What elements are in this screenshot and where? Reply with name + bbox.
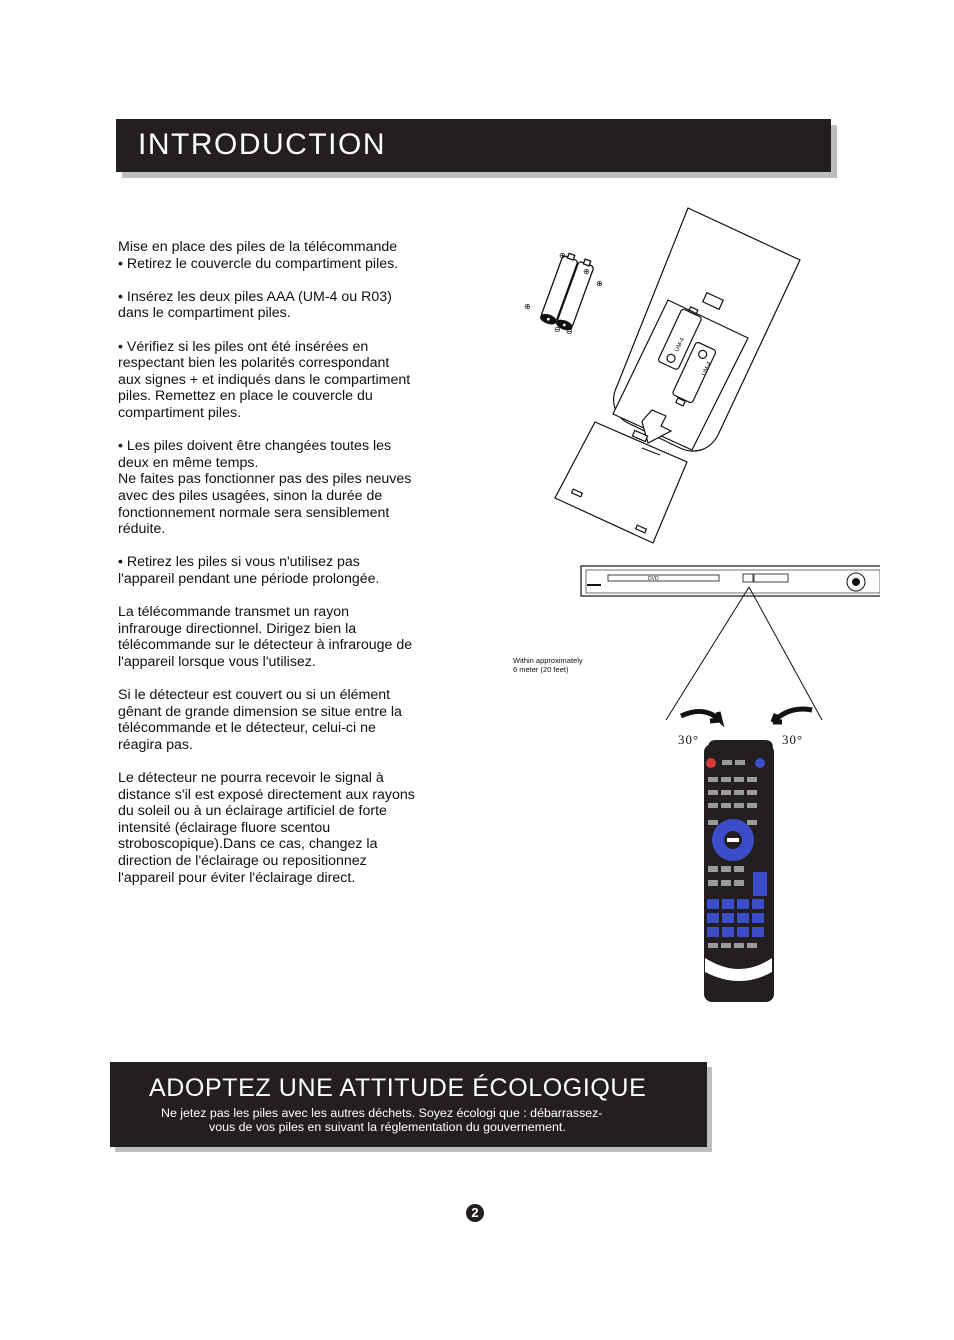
text-line: fonctionnement normale sera sensiblement	[118, 504, 390, 521]
svg-text:⊕: ⊕	[583, 267, 590, 276]
text-line: • Retirez le couvercle du compartiment piles.	[118, 255, 399, 272]
svg-text:⊖: ⊖	[554, 325, 561, 334]
paragraph	[118, 289, 488, 322]
paragraph	[118, 239, 488, 272]
text-line: Si le détecteur est couvert ou si un élément	[118, 687, 391, 704]
section-title: INTRODUCTION	[138, 128, 386, 161]
battery-label: UM-4	[701, 361, 714, 377]
angle-label-left: 30°	[678, 732, 700, 747]
text-line: dans le compartiment piles.	[118, 305, 291, 322]
text-line: Mise en place des piles de la télécommande	[118, 239, 398, 255]
svg-text:⊕: ⊕	[596, 279, 603, 288]
battery-label: UM-4	[674, 337, 687, 353]
caption-line: 6 meter (20 feet)	[513, 664, 569, 674]
paragraph	[118, 687, 488, 753]
text-line: l'appareil pendant une période prolongée.	[118, 570, 380, 587]
arrow-left-icon	[681, 711, 720, 721]
text-line: La télécommande transmet un rayon	[118, 604, 350, 621]
text-line: télécommande et le détecteur, celui-ci ne	[118, 720, 376, 737]
eco-banner	[110, 1062, 707, 1147]
text-line: respectant bien les polarités correspondant	[118, 355, 390, 372]
text-line: intensité (éclairage fluore scentou	[118, 819, 331, 836]
caption-line: Within approximately	[513, 656, 583, 665]
text-line: stroboscopique).Dans ce cas, changez la	[118, 836, 378, 853]
eco-text-line2: vous de vos piles en suivant la réglementation du gouvernement.	[209, 1120, 566, 1134]
eco-title: ADOPTEZ UNE ATTITUDE ÉCOLOGIQUE	[149, 1074, 647, 1102]
range-caption	[513, 657, 583, 674]
page-number: 2	[466, 1204, 484, 1222]
text-line: • Vérifiez si les piles ont été insérées en	[118, 338, 369, 355]
text-line: télécommande sur le détecteur à infrarouge de	[118, 637, 413, 654]
svg-text:⊕: ⊕	[524, 302, 531, 311]
text-line: Ne faites pas fonctionner pas des piles neuves	[118, 471, 412, 488]
text-line: Le détecteur ne pourra recevoir le signal à	[118, 770, 384, 786]
text-line: direction de l'éclairage ou repositionnez	[118, 852, 367, 869]
text-line: compartiment piles.	[118, 404, 242, 421]
dvd-player-illustration	[581, 566, 880, 596]
paragraph	[118, 770, 488, 886]
text-line: • Les piles doivent être changées toutes les	[118, 438, 392, 455]
remote-back-illustration	[613, 208, 800, 451]
instructions-text	[118, 239, 488, 903]
text-line: infrarouge directionnel. Dirigez bien la	[118, 620, 357, 637]
remote-front-illustration	[704, 740, 774, 1002]
text-line: distance s'il est exposé directement aux rayons	[118, 786, 415, 803]
svg-text:⊖: ⊖	[566, 327, 573, 336]
illustration	[500, 200, 880, 1020]
text-line: deux en même temps.	[118, 454, 259, 471]
infrared-range-lines	[666, 587, 822, 720]
text-line: l'appareil pour éviter l'éclairage direct.	[118, 869, 356, 886]
dvd-logo: DVD	[648, 576, 659, 582]
text-line: • Retirez les piles si vous n'utilisez pas	[118, 554, 360, 571]
paragraph	[118, 604, 488, 670]
section-header	[116, 119, 831, 172]
text-line: piles. Remettez en place le couvercle du	[118, 388, 373, 405]
arrow-right-icon	[773, 709, 812, 722]
text-line: réduite.	[118, 521, 166, 538]
text-line: avec des piles usagées, sinon la durée de	[118, 487, 383, 504]
text-line: • Insérez les deux piles AAA (UM-4 ou R03)	[118, 288, 392, 305]
batteries-icon	[524, 251, 603, 336]
text-line: réagira pas.	[118, 736, 193, 753]
angle-label-right: 30°	[782, 732, 804, 747]
paragraph	[118, 554, 488, 587]
eco-text-line1: Ne jetez pas les piles avec les autres déchets. Soyez écologi que : débarrassez-	[161, 1106, 603, 1120]
paragraph	[118, 438, 488, 538]
svg-text:⊕: ⊕	[559, 251, 566, 260]
text-line: du soleil ou à un éclairage artificiel de forte	[118, 803, 387, 820]
paragraph	[118, 339, 488, 422]
text-line: l'appareil lorsque vous l'utilisez.	[118, 653, 316, 670]
text-line: gênant de grande dimension se situe entre la	[118, 703, 402, 720]
text-line: aux signes + et indiqués dans le compartiment	[118, 371, 411, 388]
